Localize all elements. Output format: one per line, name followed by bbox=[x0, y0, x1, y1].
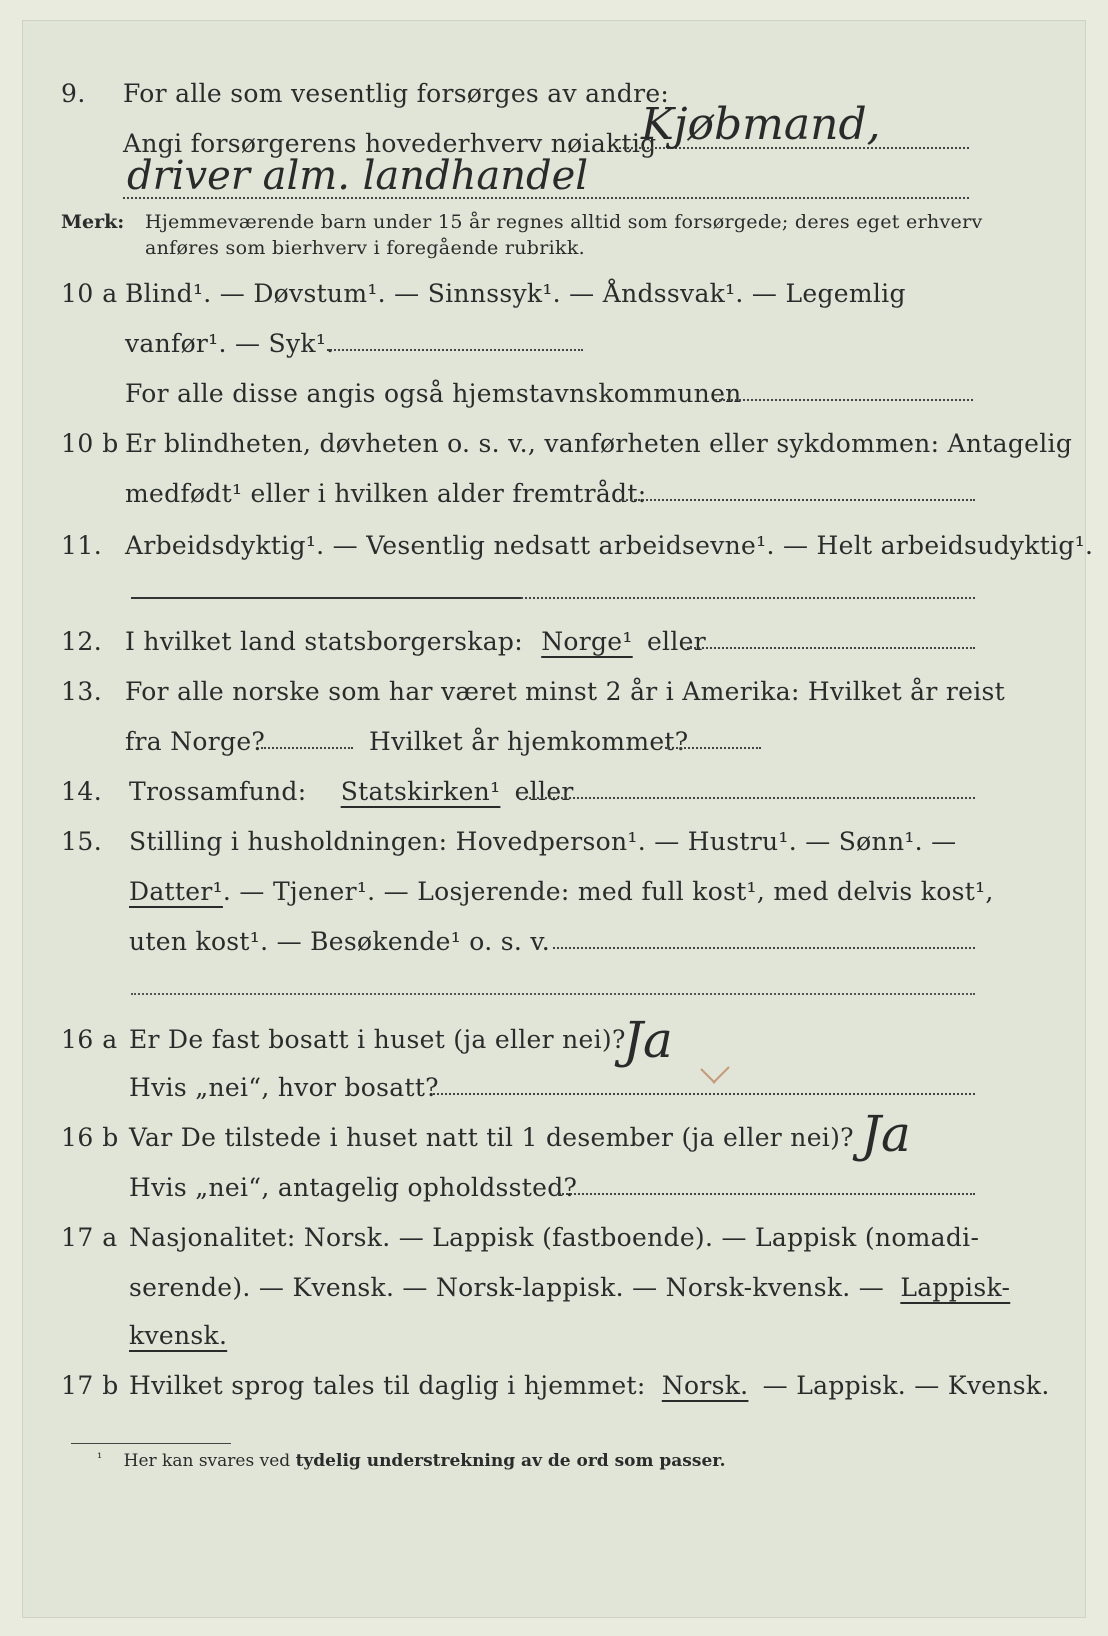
q17a-underlined-answer-1: Lappisk- bbox=[900, 1273, 1011, 1302]
q17b-suffix: — Lappisk. — Kvensk. bbox=[762, 1371, 1050, 1400]
q10b-number: 10 b bbox=[61, 429, 119, 458]
footnote-text-bold: tydelig understrekning av de ord som passer. bbox=[295, 1451, 726, 1471]
q16b-line2: Hvis „nei“, antagelig opholdssted? bbox=[129, 1173, 578, 1202]
q14-suffix: eller bbox=[514, 777, 574, 806]
q16b-line1: Var De tilstede i huset natt til 1 desember (ja eller nei)? bbox=[129, 1123, 854, 1152]
q9-line1: For alle som vesentlig forsørges av andre: bbox=[123, 79, 670, 108]
q15-line2-rest: . — Tjener¹. — Losjerende: med full kost¹, med delvis kost¹, bbox=[222, 877, 994, 906]
q11-dotted-line bbox=[521, 597, 975, 599]
q14-dotted-line bbox=[525, 797, 975, 799]
q11-answer-rule bbox=[131, 597, 521, 599]
q10a-line2: vanfør¹. — Syk¹. bbox=[125, 329, 335, 358]
tick-mark-icon bbox=[699, 1065, 733, 1091]
q9-number: 9. bbox=[61, 79, 86, 108]
q9-handwritten-answer-2: driver alm. landhandel bbox=[127, 153, 589, 199]
q12-underlined-answer: Norge¹ bbox=[541, 627, 633, 656]
q15-line3: uten kost¹. — Besøkende¹ o. s. v. bbox=[129, 927, 551, 956]
footnote-text-plain: Her kan svares ved bbox=[123, 1451, 291, 1471]
q15-line1: Stilling i husholdningen: Hovedperson¹. — Hustru¹. — Sønn¹. — bbox=[129, 827, 957, 856]
q13-line2b: Hvilket år hjemkommet? bbox=[369, 727, 689, 756]
q15-number: 15. bbox=[61, 827, 103, 856]
q15-dotted-line-2 bbox=[131, 993, 975, 995]
q14-number: 14. bbox=[61, 777, 103, 806]
q17b-underlined-answer: Norsk. bbox=[661, 1371, 749, 1400]
q13-dotted-line-1 bbox=[261, 747, 353, 749]
footnote-divider bbox=[71, 1443, 231, 1444]
merk-line1: Hjemmeværende barn under 15 år regnes alltid som forsørgede; deres eget erhverv bbox=[145, 211, 983, 233]
footnote-mark: ¹ bbox=[97, 1451, 103, 1466]
q10a-dotted-line-2 bbox=[715, 399, 973, 401]
q17a-line1: Nasjonalitet: Norsk. — Lappisk (fastboende). — Lappisk (nomadi- bbox=[129, 1223, 980, 1252]
q16a-line1: Er De fast bosatt i huset (ja eller nei)? bbox=[129, 1025, 626, 1054]
q10b-dotted-line bbox=[619, 499, 975, 501]
q11-number: 11. bbox=[61, 531, 103, 560]
q17a-number: 17 a bbox=[61, 1223, 118, 1252]
q17a-line2-text: serende). — Kvensk. — Norsk-lappisk. — Norsk-kvensk. — bbox=[129, 1273, 885, 1302]
merk-line2: anføres som bierhverv i foregående rubrikk. bbox=[145, 237, 585, 259]
q17b-line bbox=[129, 1371, 1050, 1400]
q13-line2a: fra Norge? bbox=[125, 727, 266, 756]
q10a-dotted-line-1 bbox=[327, 349, 583, 351]
q10b-line1: Er blindheten, døvheten o. s. v., vanførheten eller sykdommen: Antagelig bbox=[125, 429, 1073, 458]
q12-number: 12. bbox=[61, 627, 103, 656]
census-form-page bbox=[22, 20, 1094, 1618]
q12-line bbox=[125, 627, 706, 656]
q14-line bbox=[129, 777, 574, 806]
q13-number: 13. bbox=[61, 677, 103, 706]
q12-dotted-line bbox=[687, 647, 975, 649]
q16a-handwritten-answer: Ja bbox=[623, 1011, 673, 1069]
q13-line1: For alle norske som har været minst 2 år i Amerika: Hvilket år reist bbox=[125, 677, 1006, 706]
q17b-number: 17 b bbox=[61, 1371, 119, 1400]
q14-underlined-answer: Statskirken¹ bbox=[340, 777, 501, 806]
q15-dotted-line-1 bbox=[553, 947, 975, 949]
q15-line2 bbox=[129, 877, 994, 906]
q9-handwritten-answer-1: Kjøbmand, bbox=[641, 99, 881, 150]
q10a-number: 10 a bbox=[61, 279, 118, 308]
q14-prefix: Trossamfund: bbox=[129, 777, 307, 806]
q16a-dotted-line bbox=[433, 1093, 975, 1095]
q16b-number: 16 b bbox=[61, 1123, 119, 1152]
q16a-line2: Hvis „nei“, hvor bosatt? bbox=[129, 1073, 439, 1102]
footnote bbox=[97, 1451, 726, 1471]
q16a-number: 16 a bbox=[61, 1025, 118, 1054]
q17b-prefix: Hvilket sprog tales til daglig i hjemmet: bbox=[129, 1371, 646, 1400]
q9-line2: Angi forsørgerens hovederhverv nøiaktig bbox=[123, 129, 657, 158]
q12-suffix: eller bbox=[646, 627, 706, 656]
q16b-handwritten-answer: Ja bbox=[861, 1105, 911, 1163]
q10b-line2: medfødt¹ eller i hvilken alder fremtrådt: bbox=[125, 479, 647, 508]
q17a-underlined-answer-2: kvensk. bbox=[129, 1321, 228, 1350]
q12-prefix: I hvilket land statsborgerskap: bbox=[125, 627, 523, 656]
q15-underlined-answer: Datter¹ bbox=[129, 877, 223, 906]
q11-line1: Arbeidsdyktig¹. — Vesentlig nedsatt arbeidsevne¹. — Helt arbeidsudyktig¹. bbox=[125, 531, 1094, 560]
q10a-line3: For alle disse angis også hjemstavnskommunen bbox=[125, 379, 742, 408]
merk-label: Merk: bbox=[61, 211, 125, 233]
q17a-line2 bbox=[129, 1273, 1010, 1302]
q13-dotted-line-2 bbox=[665, 747, 761, 749]
q10a-line1: Blind¹. — Døvstum¹. — Sinnssyk¹. — Åndssvak¹. — Legemlig bbox=[125, 279, 906, 308]
q16b-dotted-line bbox=[559, 1193, 975, 1195]
